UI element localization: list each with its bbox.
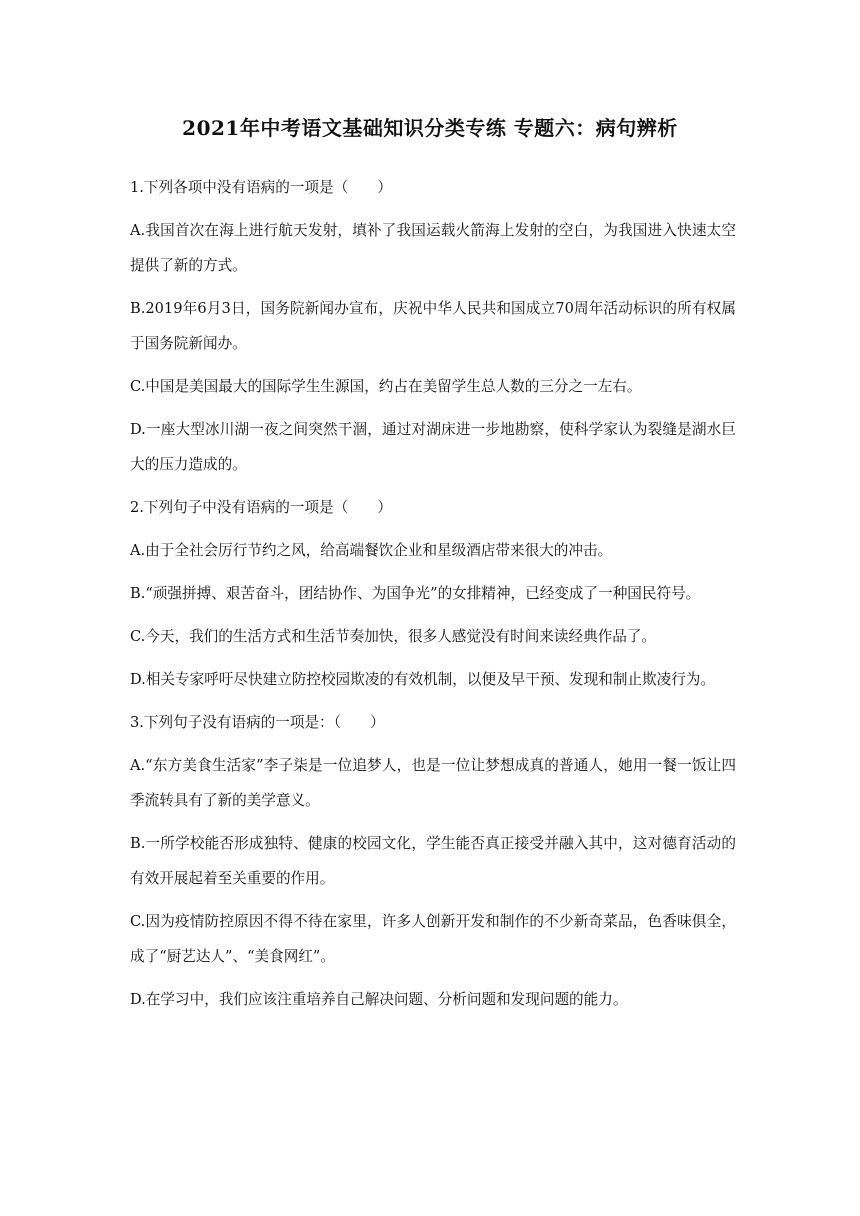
- document-title: 2021年中考语文基础知识分类专练 专题六：病句辨析: [182, 116, 678, 140]
- question-2-stem: 2.下列句子中没有语病的一项是（ ）: [130, 499, 393, 516]
- question-1-option-c: C.中国是美国最大的国际学生生源国，约占在美留学生总人数的三分之一左右。: [130, 378, 642, 395]
- question-1-option-d: D.一座大型冰川湖一夜之间突然干涸，通过对湖床进一步地勘察，使科学家认为裂缝是湖水巨大的压力造成的。: [130, 421, 736, 473]
- question-2-option-b: B.“顽强拼搏、艰苦奋斗，团结协作、为国争光”的女排精神，已经变成了一种国民符号。: [130, 585, 701, 602]
- document-body: [130, 170, 736, 1025]
- question-1-option-b: B.2019年6月3日，国务院新闻办宣布，庆祝中华人民共和国成立70周年活动标识的所有权属于国务院新闻办。: [130, 300, 736, 352]
- question-3-option-c: C.因为疫情防控原因不得不待在家里，许多人创新开发和制作的不少新奇菜品，色香味俱全，成了“厨艺达人”、“美食网红”。: [130, 913, 736, 965]
- question-2-option-a: A.由于全社会厉行节约之风，给高端餐饮企业和星级酒店带来很大的冲击。: [130, 542, 613, 559]
- question-1-option-a: A.我国首次在海上进行航天发射，填补了我国运载火箭海上发射的空白，为我国进入快速太空提供了新的方式。: [130, 222, 736, 274]
- question-2-option-c: C.今天，我们的生活方式和生活节奏加快，很多人感觉没有时间来读经典作品了。: [130, 628, 657, 645]
- question-3-option-b: B.一所学校能否形成独特、健康的校园文化，学生能否真正接受并融入其中，这对德育活动的有效开展起着至关重要的作用。: [130, 835, 736, 887]
- question-1-stem: 1.下列各项中没有语病的一项是（ ）: [130, 179, 393, 196]
- question-2-option-d: D.相关专家呼吁尽快建立防控校园欺凌的有效机制，以便及早干预、发现和制止欺凌行为。: [130, 671, 715, 688]
- question-3-stem: 3.下列句子没有语病的一项是：（ ）: [130, 714, 385, 731]
- question-3-option-d: D.在学习中，我们应该注重培养自己解决问题、分析问题和发现问题的能力。: [130, 991, 628, 1008]
- question-3-option-a: A.“东方美食生活家”李子柒是一位追梦人，也是一位让梦想成真的普通人，她用一餐一饭让四季流转具有了新的美学意义。: [130, 757, 736, 809]
